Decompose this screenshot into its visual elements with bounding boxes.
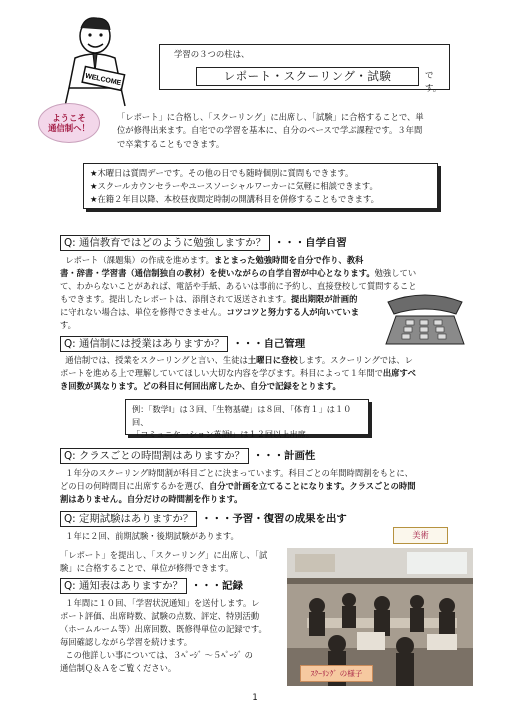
text-bold: き回数が異なります。 xyxy=(60,381,143,392)
welcome-bubble xyxy=(38,103,100,143)
notice-item: ★木曜日は質問デーです。その他の日でも随時個別に質問もできます。 xyxy=(90,168,354,178)
welcome-bubble-line2: 通信制へ！ xyxy=(48,123,90,133)
text-bold: 提出期限が計画的 xyxy=(291,294,358,305)
q2-heading xyxy=(60,336,305,352)
q2-body xyxy=(60,354,480,393)
q5-question: Q: 通知表はありますか？ xyxy=(60,578,187,594)
text: どの日の何時間目に出席するかを選び、 xyxy=(60,481,210,492)
text: もできます。提出したレポートは、添削されて返送されます。 xyxy=(60,294,291,305)
text-bold: 割はありません xyxy=(60,494,119,505)
q5-heading xyxy=(60,578,243,594)
q3-body xyxy=(60,467,480,506)
text: 通信制では、授業をスクーリングと言い、生徒は xyxy=(65,355,248,365)
telephone-icon xyxy=(380,292,470,350)
q4-answer: ・・・予習・復習の成果を出す xyxy=(201,512,347,525)
welcome-mascot-illustration xyxy=(55,10,135,110)
text: て、わからないことがあれば、電話や手紙、あるいは事前に予約し、直接登校して質問すること xyxy=(60,281,417,292)
text: に守れない場合は、単位を修得できません。 xyxy=(60,307,227,318)
intro-line: で卒業することもできます。 xyxy=(117,138,225,149)
text: １年分のスクーリング時間割が科目ごとに決まっています。科目ごとの年間時間割をもとに、 xyxy=(65,468,413,478)
text: します。スクーリングでは、レ xyxy=(297,355,413,365)
text-bold: 書・辞書・学習書（通信制独自の教材）を使いながらの自学自習が中心となります。 xyxy=(60,268,375,279)
example-line: 「コミュニケーション英語Ⅰ」は１２回以上出席。 xyxy=(132,429,315,440)
q1-question: Q: 通信教育ではどのように勉強しますか？ xyxy=(60,235,270,251)
text-bold: 出席すべ xyxy=(382,368,416,379)
notice-item: ★スクールカウンセラーやユースソーシャルワーカーに気軽に相談できます。 xyxy=(90,180,378,191)
text: す。 xyxy=(60,320,76,331)
q2-question: Q: 通信制には授業はありますか？ xyxy=(60,336,228,352)
headline-suffix: です。 xyxy=(425,70,442,94)
q4-question: Q: 定期試験はありますか？ xyxy=(60,511,197,527)
text-bold: どの科目に何回出席したか、自分で記録をとります。 xyxy=(142,381,341,392)
text: 毎回確認しながら学習を続けます。 xyxy=(60,637,193,648)
q5-answer: ・・・記録 xyxy=(190,579,243,592)
example-line: 例：「数学Ⅰ」は３回、「生物基礎」は８回、「体育１」は１０回、 xyxy=(132,404,352,427)
art-class-tag: 美術 xyxy=(393,527,448,544)
q4-heading xyxy=(60,511,347,527)
notice-item: ★在籍２年目以降、本校昼夜間定時制の開講科目を併修することもできます。 xyxy=(90,193,379,204)
q2-answer: ・・・自己管理 xyxy=(232,337,306,350)
text: 験」に合格することで、単位が修得できます。 xyxy=(60,563,234,574)
text: 「レポート」を提出し、「スクーリング」に出席し、「試 xyxy=(60,550,268,561)
intro-line: 位が修得出来ます。自宅での学習を基本に、自分のペースで学ぶ課程です。３年間 xyxy=(117,125,423,136)
headline-intro: 学習の３つの柱は、 xyxy=(174,49,250,59)
text: １年間に１０回、「学習状況通知」を送付します。レ xyxy=(65,598,260,608)
text-bold: まとまった勉強時間を自分で作り、教科 xyxy=(213,255,364,265)
q3-answer: ・・・計画性 xyxy=(252,449,316,462)
q4-body xyxy=(60,530,285,575)
headline-pillars: レポート・スクーリング・試験 xyxy=(196,67,419,86)
text: ポートを進める上で理解していてほしい大切な内容を学びます。科目によって１年間で xyxy=(60,368,383,379)
text-bold: コツコツと努力する人が向いていま xyxy=(226,307,360,318)
welcome-bubble-line1: ようこそ xyxy=(52,112,86,123)
text: レポート（課題集）の作成を進めます。 xyxy=(65,255,214,265)
three-pillars-headline xyxy=(159,44,450,94)
schooling-photo-caption: ｽｸｰﾘﾝｸﾞ の様子 xyxy=(300,665,373,682)
q3-question: Q: クラスごとの時間割はありますか？ xyxy=(60,448,249,464)
text-bold: 。自分だけの時間割を作ります。 xyxy=(118,494,243,505)
support-notice-box xyxy=(83,163,438,209)
intro-line: 「レポート」に合格し、「スクーリング」に出席し、「試験」に合格することで、単 xyxy=(117,112,424,122)
attendance-example-box xyxy=(125,399,369,440)
text: （ホームルーム等）出席回数、既修得単位の記録です。 xyxy=(60,624,267,635)
text: ポート評価、出席時数、試験の点数、評定、特別活動 xyxy=(60,611,260,622)
q5-body xyxy=(60,597,285,676)
text: １年に２回、前期試験・後期試験があります。 xyxy=(65,531,239,541)
q1-answer: ・・・自学自習 xyxy=(274,236,347,249)
text: この他詳しい事については、３ﾍﾟｰｼﾞ ～５ﾍﾟｰｼﾞ の xyxy=(65,650,253,661)
page-number: 1 xyxy=(252,692,258,702)
intro-paragraph xyxy=(117,111,472,151)
text: 通信制Ｑ＆Ａをご覧ください。 xyxy=(60,663,177,674)
text-bold: 土曜日に登校 xyxy=(247,355,298,365)
q1-heading xyxy=(60,235,347,251)
text: 勉強してい xyxy=(374,268,417,279)
q3-heading xyxy=(60,448,315,464)
welcome-sign-text: WELCOME xyxy=(84,72,122,88)
text-bold: 自分で計画を立てることになります。クラスごとの時間 xyxy=(209,481,416,492)
